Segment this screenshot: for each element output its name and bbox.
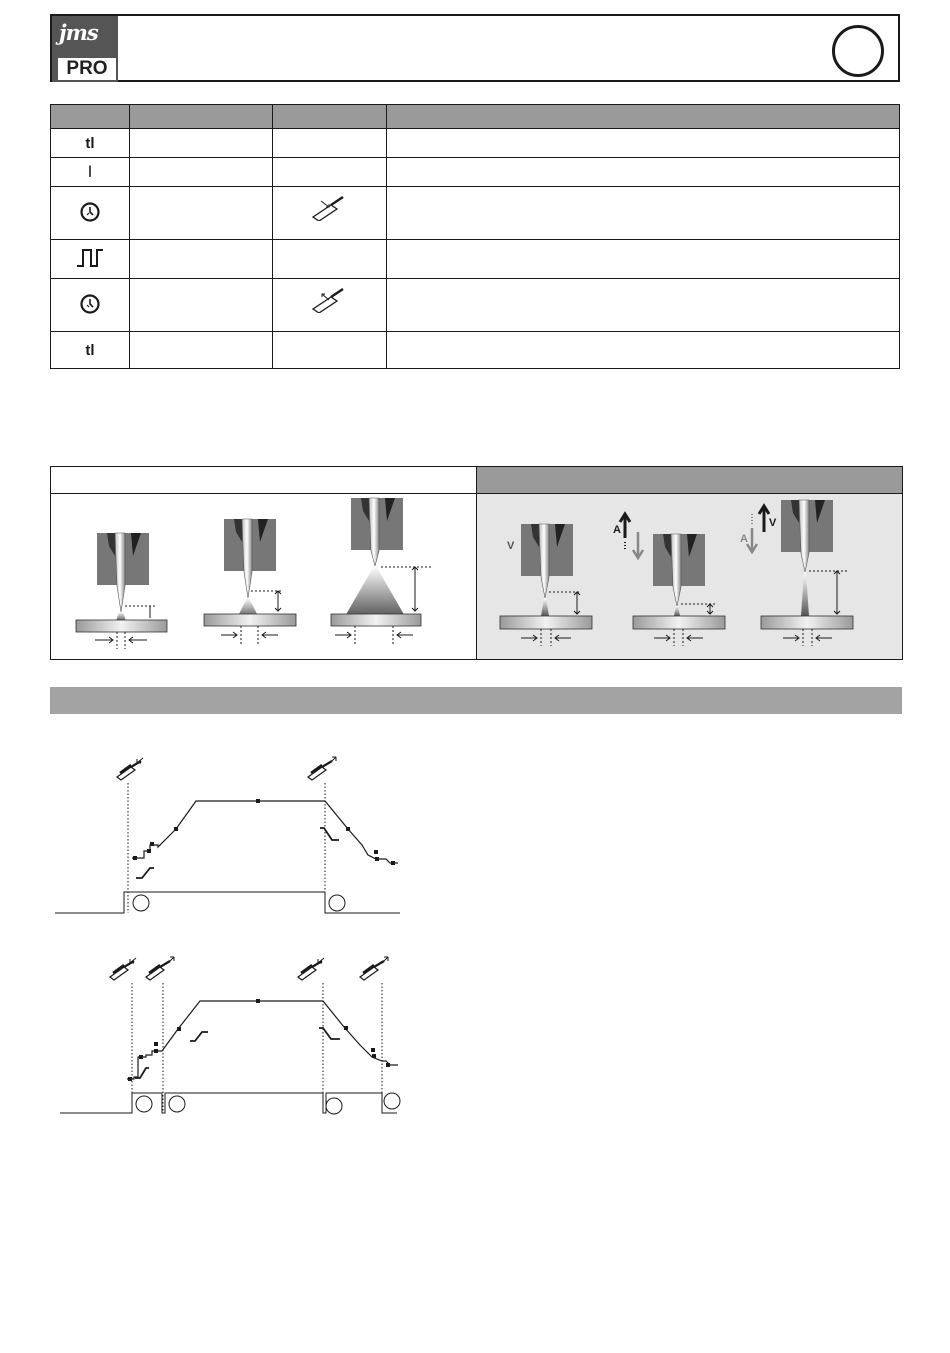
torch-medium-arc — [204, 519, 296, 644]
page-header — [50, 14, 900, 82]
right-arc-illustrations — [477, 494, 903, 660]
table-cell — [387, 187, 900, 240]
welding-sequence-diagrams — [50, 745, 410, 1125]
sequence-4t — [60, 957, 400, 1114]
column-header — [387, 105, 900, 129]
right-panel — [477, 494, 902, 659]
table-cell — [130, 129, 273, 158]
torch-press-icon — [117, 758, 143, 780]
sequence-2t — [55, 757, 400, 913]
right-panel-header — [477, 467, 902, 494]
torch-press-icon — [110, 958, 136, 980]
table-row — [51, 129, 900, 158]
pulse-icon — [75, 247, 105, 269]
torch-release-icon — [308, 757, 336, 780]
post-gas-icon: tl — [51, 332, 130, 369]
amperage-label: A — [740, 533, 748, 545]
parameters-table — [50, 104, 900, 369]
torch-short-arc — [76, 533, 167, 649]
table-row — [51, 279, 900, 332]
downslope-clock-icon — [79, 293, 101, 315]
table-cell — [273, 332, 387, 369]
table-cell — [387, 129, 900, 158]
torch-amperage-rise — [613, 514, 725, 646]
torch-release-icon — [309, 283, 351, 313]
table-cell — [130, 158, 273, 187]
arc-length-comparison — [50, 466, 903, 660]
table-row — [51, 158, 900, 187]
column-header — [273, 105, 387, 129]
torch-release-icon — [360, 957, 388, 980]
logo-text-top: jms — [59, 20, 98, 45]
voltage-label: V — [769, 517, 777, 529]
table-cell — [387, 240, 900, 279]
table-cell — [273, 129, 387, 158]
jms-pro-logo — [52, 16, 118, 82]
table-cell — [130, 187, 273, 240]
voltage-label: V — [507, 540, 515, 552]
table-cell — [387, 332, 900, 369]
table-row — [51, 187, 900, 240]
table-cell — [387, 158, 900, 187]
table-cell — [273, 158, 387, 187]
pre-gas-icon: tl — [51, 129, 130, 158]
table-cell — [387, 279, 900, 332]
torch-voltage-control — [500, 524, 592, 646]
table-row — [51, 332, 900, 369]
amperage-label: A — [613, 524, 621, 536]
table-cell — [273, 240, 387, 279]
torch-press-icon — [298, 958, 324, 980]
language-badge — [832, 25, 884, 77]
table-cell — [130, 279, 273, 332]
left-panel — [51, 494, 477, 659]
torch-trigger-icon — [309, 191, 351, 221]
section-title-bar — [50, 687, 902, 714]
table-cell — [130, 332, 273, 369]
column-header — [130, 105, 273, 129]
table-row — [51, 240, 900, 279]
left-panel-header — [51, 467, 477, 494]
left-arc-illustrations — [51, 494, 477, 660]
table-header-row — [51, 105, 900, 129]
logo-text-bottom: PRO — [58, 58, 116, 80]
current-icon: I — [51, 158, 130, 187]
torch-voltage-rise — [740, 500, 853, 646]
torch-release-icon — [146, 957, 174, 980]
column-header — [51, 105, 130, 129]
upslope-clock-icon — [79, 201, 101, 223]
torch-long-arc — [331, 498, 433, 644]
table-cell — [130, 240, 273, 279]
